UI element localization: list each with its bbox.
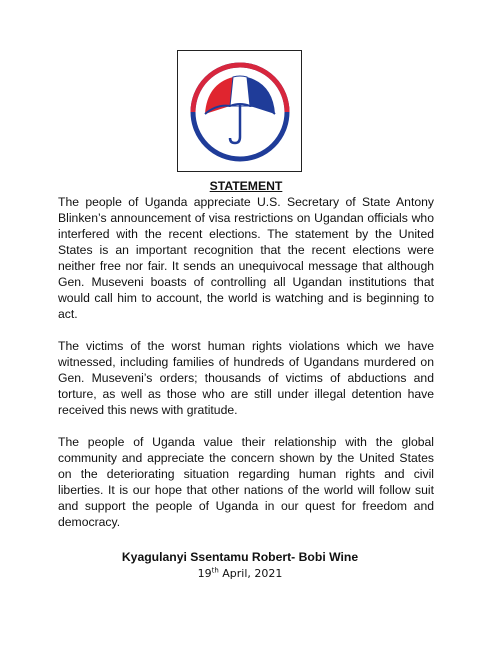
statement-heading: STATEMENT <box>209 179 283 193</box>
date-rest: April, 2021 <box>218 567 283 580</box>
signature: Kyagulanyi Ssentamu Robert- Bobi Wine <box>121 550 359 564</box>
paragraph-1: The people of Uganda appreciate U.S. Secretary of State Antony Blinken’s announcement of visa restrictions on Ugandan officials who interfered with the recent elections. The statement by the United States is an important recognition that the recent elections were neither free nor fair. It sends an unequivocal message that although Gen. Museveni boasts of controlling all Ugandan institutions that would call him to account, the world is watching and is beginning to act. <box>58 195 434 321</box>
date-suffix: th <box>211 566 219 575</box>
umbrella-icon <box>178 51 303 173</box>
party-logo <box>177 50 302 172</box>
statement-body <box>58 178 434 546</box>
paragraph-3: The people of Uganda value their relationship with the global community and appreciate the concern shown by the United States on the deteriorating situation regarding human rights and civil liberties. It is our hope that other nations of the world will follow suit and support the people of Uganda in our quest for freedom and democracy. <box>58 435 434 529</box>
statement-date <box>0 566 480 582</box>
date-day: 19 <box>197 567 212 580</box>
paragraph-2: The victims of the worst human rights violations which we have witnessed, including families of hundreds of Ugandans murdered on Gen. Museveni’s orders; thousands of victims of abductions and torture, as well as those who are still under illegal detention have received this news with gratitude. <box>58 339 434 417</box>
